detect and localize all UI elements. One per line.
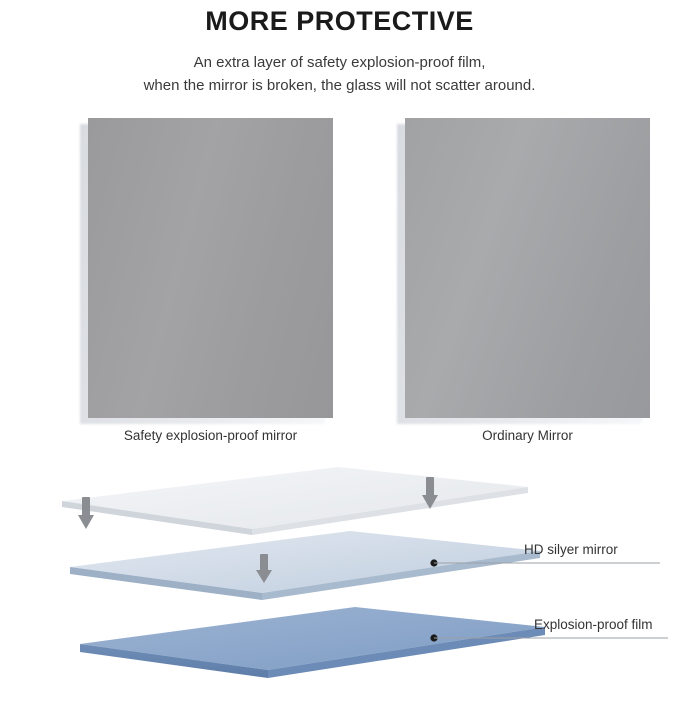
hd-silver-mirror-layer: [70, 531, 540, 600]
mirror-glass-surface: [88, 118, 333, 418]
ordinary-mirror-panel: [405, 118, 650, 418]
ordinary-glass-surface: [405, 118, 650, 418]
safety-mirror-plate: [88, 118, 333, 418]
explosion-proof-film-label: Explosion-proof film: [534, 617, 653, 632]
ordinary-mirror-caption: Ordinary Mirror: [482, 428, 573, 443]
page-subtitle: [0, 51, 679, 97]
subtitle-line-2: when the mirror is broken, the glass will not scatter around.: [143, 77, 536, 94]
subtitle-line-1: An extra layer of safety explosion-proof film,: [193, 54, 486, 71]
comparison-section: [0, 118, 679, 458]
top-glass-layer: [62, 467, 528, 535]
safety-mirror-caption: Safety explosion-proof mirror: [123, 428, 298, 443]
page-title: MORE PROTECTIVE: [205, 6, 474, 36]
explosion-proof-film-layer: [80, 607, 545, 678]
ordinary-mirror-plate: [405, 118, 650, 418]
safety-mirror-panel: [88, 118, 333, 418]
layer-diagram: [0, 459, 679, 703]
hd-silver-mirror-label: HD silyer mirror: [524, 542, 618, 557]
header-block: [0, 4, 679, 97]
exploded-layer-illustration: [0, 459, 679, 703]
